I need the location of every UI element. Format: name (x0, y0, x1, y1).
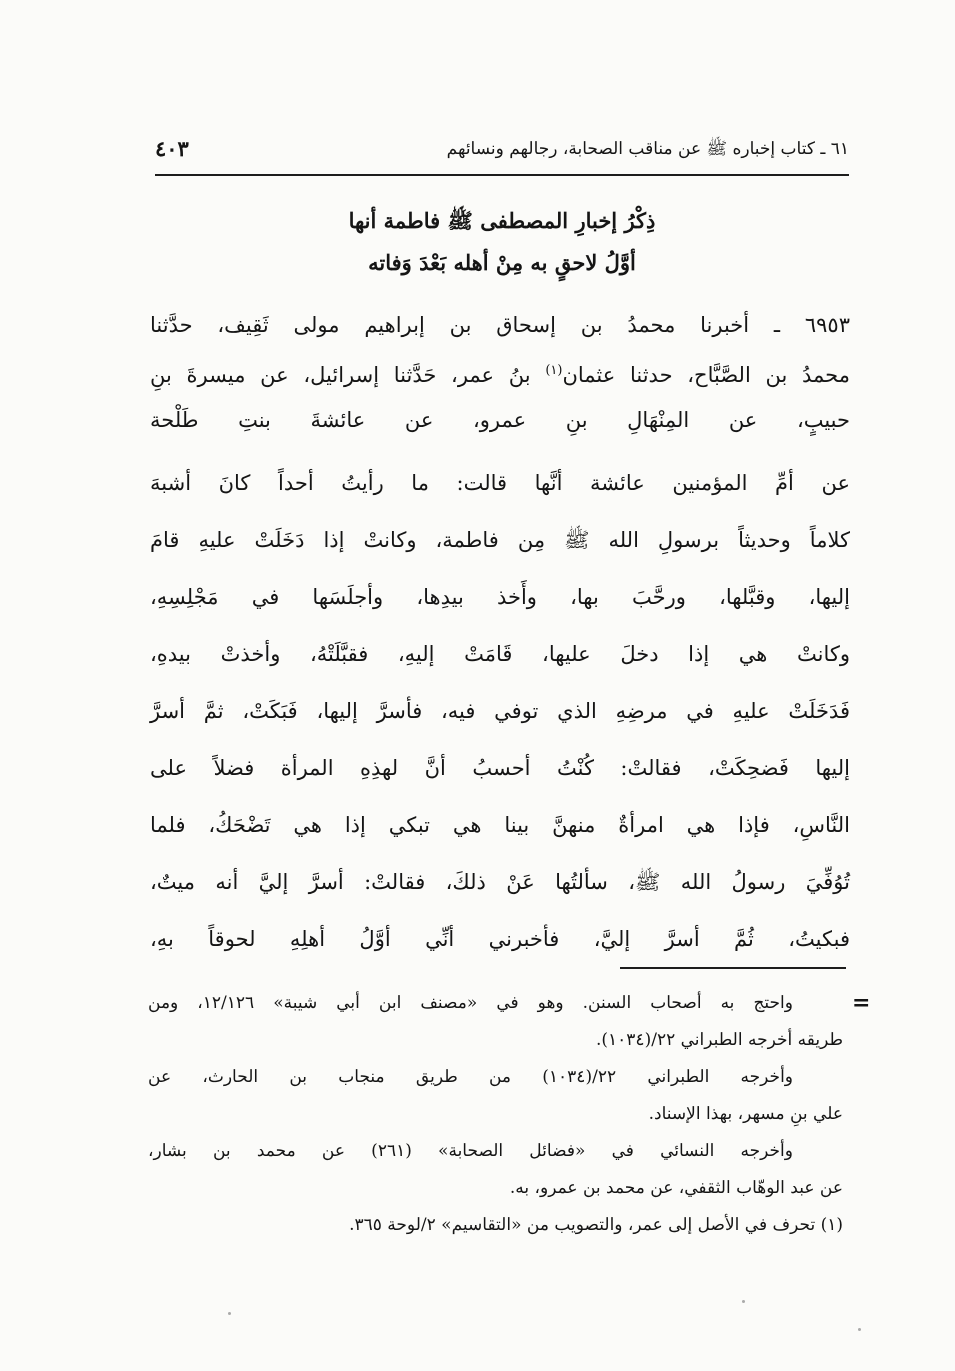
scan-speck (858, 1328, 861, 1331)
footnote-line: (١) تحرف في الأصل إلى عمر، والتصويب من «التقاسيم» ٢/لوحة ٣٦٥. (349, 1215, 843, 1235)
hadith-matn (150, 455, 850, 968)
footnote-line: وأخرجه النسائي في «فضائل الصحابة» (٢٦١) عن محمد بن بشار، (148, 1141, 793, 1161)
matn-line: تُوُفِّيَ رسولُ الله ﷺ، سألتُها عَنْ ذلكَ، فقالتْ: أسرَّ إليَّ أنه ميتٌ، (150, 870, 850, 894)
isnad-line: حبيبٍ، عن المِنْهَالِ بنِ عمرو، عن عائشةَ بنتِ طَلْحة (150, 408, 850, 432)
footnote-line: وأخرجه الطبراني ٢٢/(١٠٣٤) من طريق منجاب بن الحارث، عن (148, 1067, 794, 1087)
footnotes (148, 985, 843, 1244)
footnote-separator (620, 967, 846, 969)
matn-line: وكانتْ هي إذا دخلَ عليها، قَامَتْ إليهِ، فقبَّلَتْهُ، وأخذتْ بيدهِ، (150, 642, 850, 666)
matn-line: فَدَخَلَتْ عليهِ في مرضِهِ الذي توفي فيه، فأسرَّ إليها، فَبَكَتْ، ثمَّ أسرَّ (150, 699, 850, 723)
footnote-marker: (١) (545, 363, 563, 378)
running-header (155, 138, 849, 172)
hadith-isnad (150, 303, 850, 443)
isnad-segment: بنُ عمر، حَدَّثنا إسرائيل، عن ميسرةَ بنِ (150, 363, 531, 387)
page-number: ٤٠٣ (155, 136, 189, 161)
chapter-title: ٦١ ـ كتاب إخباره ﷺ عن مناقب الصحابة، رجالهم ونسائهم (446, 139, 849, 159)
matn-line: إليها فَضحِكَتْ، فقالتْ: كُنْتُ أحسبُ أنَّ لهذِهِ المرأة فضلاً على (150, 756, 850, 780)
section-title-line-1: ذِكْرُ إخبارِ المصطفى ﷺ فاطمة أنها (348, 208, 656, 233)
isnad-segment: محمدُ بن الصَّبَّاح، حدثنا عثمان (562, 363, 850, 387)
matn-line: النَّاسِ، فإذا هي امرأةٌ منهنَّ بينا هي تبكي إذا هي تَضْحَكُ، فلما (150, 813, 850, 837)
scan-speck (742, 1300, 745, 1303)
continuation-mark: = (852, 990, 871, 1016)
footnote-line: طريقه أخرجه الطبراني ٢٢/(١٠٣٤). (595, 1030, 843, 1050)
scan-speck (228, 1312, 231, 1315)
footnote-line: علي بنِ مسهر، بهذا الإسناد. (648, 1104, 843, 1124)
isnad-line (150, 348, 850, 398)
matn-line: كلاماً وحديثاً برسولِ الله ﷺ مِن فاطمة، وكانتْ إذا دَخَلَتْ عليهِ قامَ (150, 528, 850, 552)
isnad-line: ٦٩٥٣ ـ أخبرنا محمدُ بن إسحاق بن إبراهيم مولى ثَقِيف، حدَّثنا (150, 313, 850, 337)
matn-line: إليها، وقبَّلها، ورحَّبَ بها، وأَخذ بيدِها، وأجلَسَها في مَجْلِسِهِ، (150, 585, 850, 609)
header-rule (155, 174, 849, 176)
matn-line: عن أمِّ المؤمنين عائشة أنَّها قالت: ما رأيتُ أحداً كانَ أشبهَ (150, 471, 850, 495)
footnote-line: واحتج به أصحاب السنن. وهو في «مصنف ابن أبي شيبة» ١٢/١٢٦، ومن (148, 993, 793, 1013)
matn-line: فبكيتُ، ثُمَّ أسرَّ إليَّ، فأخبرني أنِّي أوَّلُ أهلِهِ لحوقاً بهِ، (150, 927, 850, 951)
section-title-line-2: أوَّلُ لاحقٍ به مِنْ أهله بَعْدَ وَفاته (368, 250, 636, 275)
footnote-line: عن عبد الوهّاب الثقفي، عن محمد بن عمرو، به. (509, 1178, 843, 1198)
section-title (155, 200, 849, 284)
